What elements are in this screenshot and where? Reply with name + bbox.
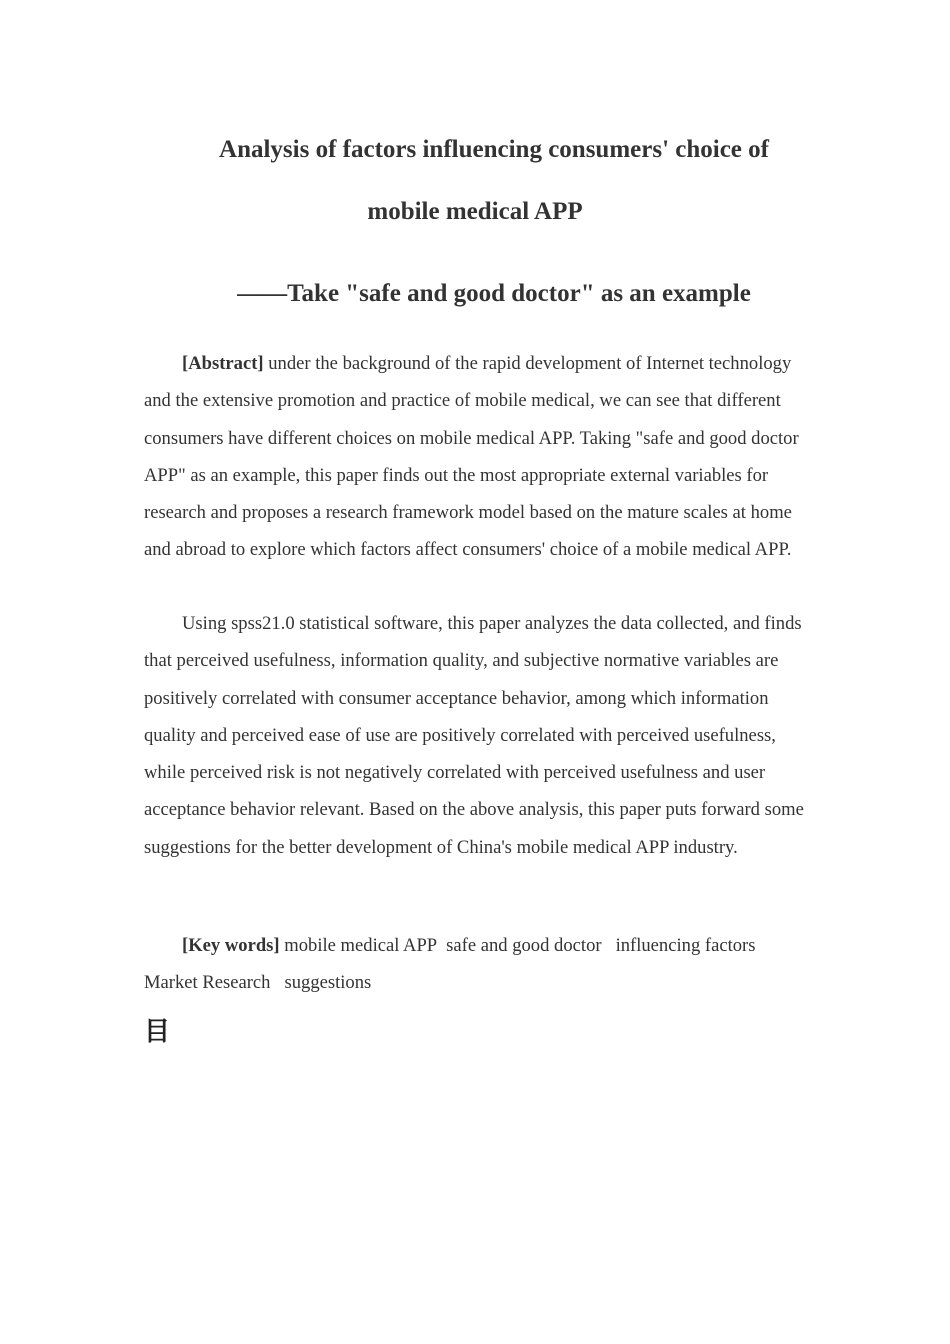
abstract-label: [Abstract] <box>182 353 264 374</box>
toc-heading-text: 目 <box>144 1017 171 1047</box>
keyword-item: influencing factors <box>615 935 756 956</box>
abstract-text: under the background of the rapid development of Internet technology and the extensive promotion and practice of mobile medical, we can see that different consumers have different choices on mobile medical APP. Taking "safe and good doctor APP" as an example, this paper finds out the most appropriate external variables for research and proposes a research framework model based on the mature scales at home and abroad to explore which factors affect consumers' choice of a mobile medical APP. <box>144 353 799 561</box>
abstract-paragraph <box>144 345 809 569</box>
keyword-item: mobile medical APP <box>284 935 438 956</box>
keywords-label: [Key words] <box>182 935 280 956</box>
paper-subtitle: ——Take "safe and good doctor" as an example <box>237 280 751 307</box>
method-paragraph <box>144 605 809 866</box>
keyword-item: safe and good doctor <box>446 935 602 956</box>
keywords-paragraph <box>144 927 809 1002</box>
method-text: Using spss21.0 statistical software, this paper analyzes the data collected, and finds that perceived usefulness, information quality, and subjective normative variables are positively correlated with consumer acceptance behavior, among which information quality and perceived ease of use are positively correlated with perceived usefulness, while perceived risk is not negatively correlated with perceived usefulness and user acceptance behavior relevant. Based on the above analysis, this paper puts forward some suggestions for the better development of China's mobile medical APP industry. <box>144 613 804 858</box>
paper-title-line-2: mobile medical APP <box>367 198 583 225</box>
keyword-item: suggestions <box>284 972 372 994</box>
paper-title-line-1: Analysis of factors influencing consumers' choice of <box>219 136 769 163</box>
toc-heading <box>144 1017 170 1047</box>
keyword-item: Market Research <box>144 972 271 994</box>
